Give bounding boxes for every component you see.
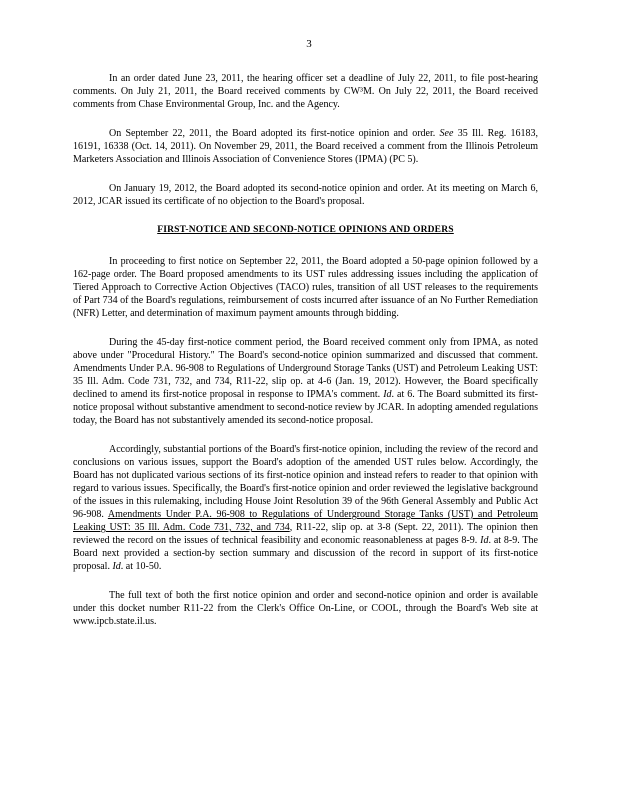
paragraph-first-notice-adoption xyxy=(73,127,538,166)
citation-signal: Id xyxy=(112,561,121,572)
citation-signal: Id xyxy=(480,535,489,546)
paragraph-second-notice-adoption: On January 19, 2012, the Board adopted its second-notice opinion and order. At its meeting on March 6, 2012, JCAR issued its certificate of no objection to the Board's proposal. xyxy=(73,183,538,207)
paragraph-comment-period xyxy=(73,336,538,427)
case-citation: Amendments Under P.A. 96-908 to Regulations of Underground Storage Tanks (UST) and Petroleum Leaking UST: 35 Ill. Adm. Code 731, 732, and 734 xyxy=(73,509,539,533)
section-heading: FIRST-NOTICE AND SECOND-NOTICE OPINIONS AND ORDERS xyxy=(157,225,454,235)
text-run: . at 6. The Board submitted its first-notice proposal without substantive amendment to second-notice review by JCAR. In adopting amended regulations today, the Board has not substantively amended its second-notice proposal. xyxy=(73,389,538,426)
text-run: , R11-22, slip op. at 3-8 (Sept. 22, 2011). The opinion then reviewed the record on the issues of technical feasibility and economic reasonableness at pages 8-9. xyxy=(73,522,538,546)
paragraph-full-text-availability: The full text of both the first notice opinion and order and second-notice opinion and order is available under this docket number R11-22 from the Clerk's Office On-Line, or COOL, through the Board's Web site at www.ipcb.state.il.us. xyxy=(73,590,538,627)
citation-signal: Id xyxy=(383,389,392,400)
document-body xyxy=(73,72,538,644)
text-run: On September 22, 2011, the Board adopted its first-notice opinion and order. xyxy=(109,128,440,139)
text-run: 35 Ill. Reg. 16183, 16191, 16338 (Oct. 14, 2011). On November 29, 2011, the Board received a comment from the Illinois Petroleum Marketers Association and Illinois Association of Convenience Stores (IPMA) (PC 5). xyxy=(73,128,538,165)
paragraph-post-hearing-comments: In an order dated June 23, 2011, the hearing officer set a deadline of July 22, 2011, to file post-hearing comments. On July 21, 2011, the Board received comments by CW³M. On July 22, 2011, the Board received comments from Chase Environmental Group, Inc. and the Agency. xyxy=(73,73,538,110)
paragraph-first-notice-summary: In proceeding to first notice on September 22, 2011, the Board adopted a 50-page opinion followed by a 162-page order. The Board proposed amendments to its UST rules addressing issues including the application of Tiered Approach to Corrective Action Objectives (TACO) rules, transition of all UST releases to the requirements of Part 734 of the Board's regulations, reimbursement of costs incurred after issuance of an No Further Remediation (NFR) Letter, and determination of maximum payment amounts through bidding. xyxy=(73,256,538,319)
paragraph-accordingly xyxy=(73,443,538,573)
text-run: . at 8-9. The Board next provided a section-by section summary and discussion of the record in support of its first-notice proposal. xyxy=(73,535,538,572)
page-number: 3 xyxy=(306,38,312,50)
citation-signal: See xyxy=(439,128,454,139)
text-run: Accordingly, substantial portions of the Board's first-notice opinion, including the review of the record and conclusions on various issues, support the Board's adoption of the amended UST rules below. Accordingly, the Board has not duplicated various sections of its first-notice opinion and instead refers to reader to that opinion with regard to various issues. Specifically, the Board's first-notice opinion and order reviewed the legislative background of the issues in this rulemaking, including House Joint Resolution 39 of the 96th General Assembly and Public Act 96-908. xyxy=(73,444,538,520)
text-run: . at 10-50. xyxy=(120,561,162,572)
text-run: During the 45-day first-notice comment period, the Board received comment only from IPMA, as noted above under "Procedural History." The Board's second-notice opinion summarized and discussed that comment. Amendments Under P.A. 96-908 to Regulations of Underground Storage Tanks (UST) and Petroleum Leaking UST: 35 Ill. Adm. Code 731, 732, and 734, R11-22, slip op. at 4-6 (Jan. 19, 2012). However, the Board specifically declined to amend its first-notice proposal in response to IPMA's comment. xyxy=(73,337,538,400)
